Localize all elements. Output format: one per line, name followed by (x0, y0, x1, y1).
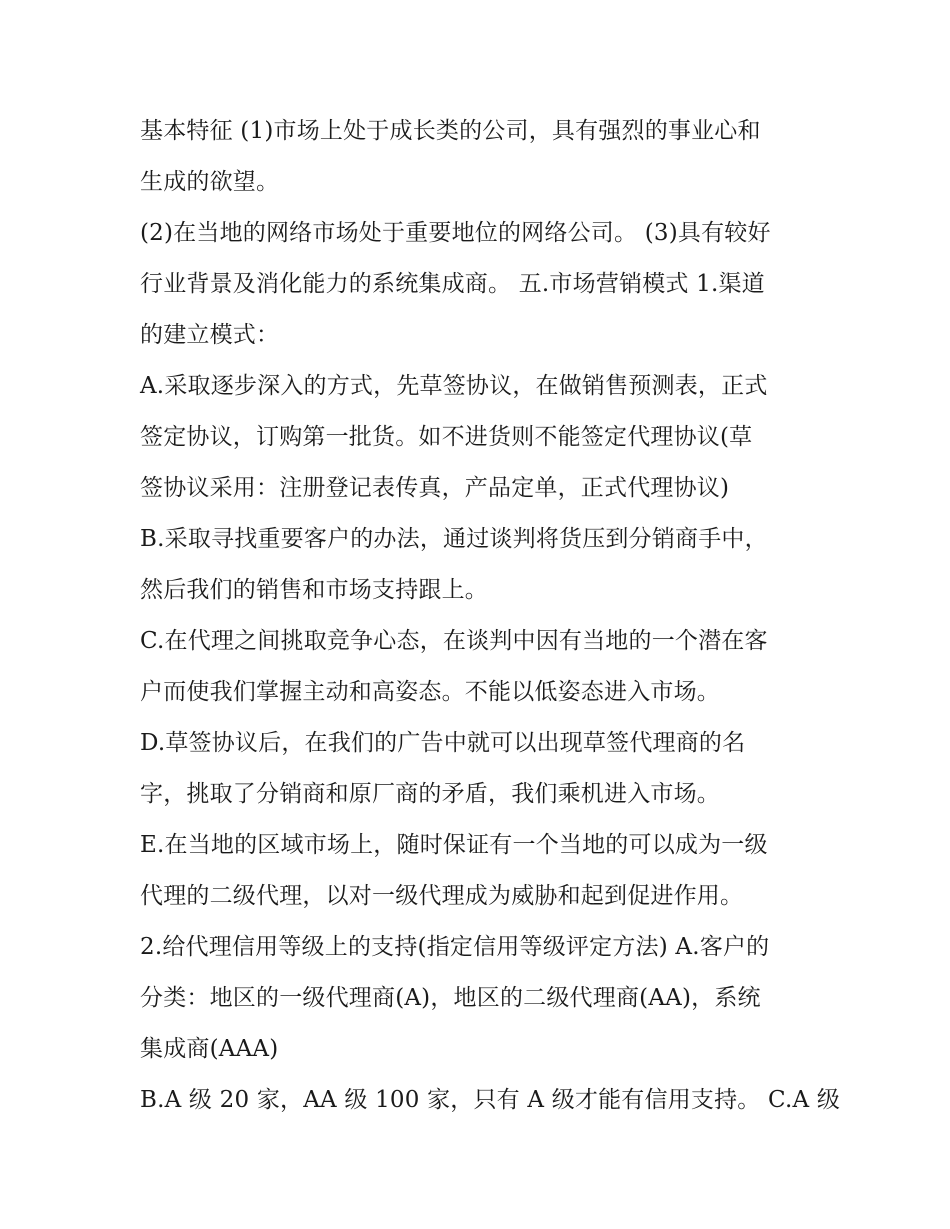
text-line: A.采取逐步深入的方式，先草签协议，在做销售预测表，正式 (140, 373, 768, 399)
text-line: 生成的欲望。 (140, 169, 280, 195)
text-line: (2)在当地的网络市场处于重要地位的网络公司。 (3)具有较好 (140, 220, 771, 246)
text-line: 行业背景及消化能力的系统集成商。 五.市场营销模式 1.渠道 (140, 271, 765, 297)
document-body (140, 106, 841, 1126)
text-line: B.A 级 20 家，AA 级 100 家，只有 A 级才能有信用支持。 C.A 级 (140, 1087, 841, 1113)
text-line: 签协议采用：注册登记表传真，产品定单，正式代理协议) (140, 475, 730, 501)
text-line: 户而使我们掌握主动和高姿态。不能以低姿态进入市场。 (140, 679, 720, 705)
text-line: B.采取寻找重要客户的办法，通过谈判将货压到分销商手中， (140, 526, 768, 552)
text-line: D.草签协议后，在我们的广告中就可以出现草签代理商的名 (140, 730, 746, 756)
text-line: 字，挑取了分销商和原厂商的矛盾，我们乘机进入市场。 (140, 781, 720, 807)
text-line: 2.给代理信用等级上的支持(指定信用等级评定方法) A.客户的 (140, 934, 770, 960)
text-line: 签定协议，订购第一批货。如不进货则不能签定代理协议(草 (140, 424, 753, 450)
text-line: C.在代理之间挑取竞争心态，在谈判中因有当地的一个潜在客 (140, 628, 768, 654)
text-line: 代理的二级代理，以对一级代理成为威胁和起到促进作用。 (140, 883, 744, 909)
text-line: E.在当地的区域市场上，随时保证有一个当地的可以成为一级 (140, 832, 768, 858)
text-line: 基本特征 (1)市场上处于成长类的公司，具有强烈的事业心和 (140, 118, 761, 144)
text-line: 集成商(AAA) (140, 1036, 279, 1062)
text-line: 的建立模式： (140, 322, 280, 348)
text-line: 分类：地区的一级代理商(A)，地区的二级代理商(AA)，系统 (140, 985, 761, 1011)
text-line: 然后我们的销售和市场支持跟上。 (140, 577, 488, 603)
